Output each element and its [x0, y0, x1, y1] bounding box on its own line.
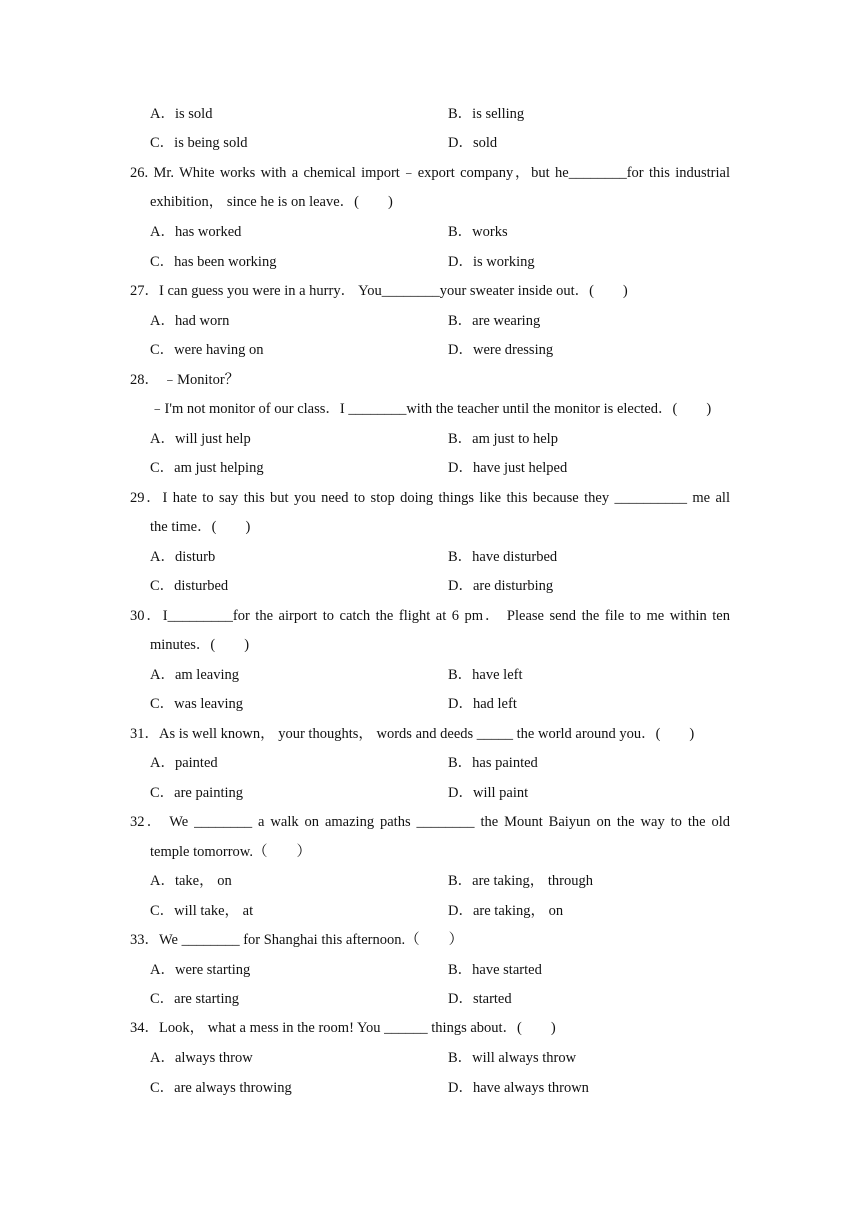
option-a: A．painted	[150, 755, 218, 771]
question-stem-continued: temple tomorrow.（ ）	[150, 844, 311, 860]
option-b: B．have left	[448, 667, 523, 683]
question-stem: 34．Look， what a mess in the room! You ______ things about．( )	[130, 1020, 556, 1036]
option-d: D．are taking， on	[448, 903, 564, 919]
option-d: D．are disturbing	[448, 578, 554, 594]
option-d: D．will paint	[448, 785, 529, 801]
option-b: B．will always throw	[448, 1050, 577, 1066]
option-a: A．is sold	[150, 106, 213, 122]
question-stem: 33．We ________ for Shanghai this afternoon.（ ）	[130, 932, 464, 948]
option-a: A．take， on	[150, 873, 232, 889]
option-d: D．started	[448, 991, 512, 1007]
option-b: B．works	[448, 224, 508, 240]
option-a: A．has worked	[150, 224, 242, 240]
option-d: D．sold	[448, 135, 498, 151]
question-stem: 29．I hate to say this but you need to stop doing things like this because they __________ me all	[130, 490, 730, 506]
option-d: D．have always thrown	[448, 1080, 589, 1096]
option-b: B．am just to help	[448, 431, 558, 447]
question-stem: 32． We ________ a walk on amazing paths ________ the Mount Baiyun on the way to the old	[130, 814, 730, 830]
question-stem: 26. Mr. White works with a chemical import﹣export company，but he________for this industrial	[130, 165, 730, 181]
option-b: B．have started	[448, 962, 542, 978]
option-a: A．will just help	[150, 431, 251, 447]
option-b: B．are taking， through	[448, 873, 593, 889]
option-a: A．always throw	[150, 1050, 253, 1066]
option-a: A．disturb	[150, 549, 216, 565]
option-c: C．disturbed	[150, 578, 229, 594]
option-d: D．have just helped	[448, 460, 568, 476]
question-stem: 27．I can guess you were in a hurry． You________your sweater inside out．( )	[130, 283, 628, 299]
option-c: C．is being sold	[150, 135, 248, 151]
option-b: B．has painted	[448, 755, 538, 771]
option-a: A．were starting	[150, 962, 251, 978]
question-stem: 28． ﹣Monitor？	[130, 372, 240, 388]
option-a: A．had worn	[150, 313, 230, 329]
option-c: C．were having on	[150, 342, 264, 358]
option-c: C．are always throwing	[150, 1080, 292, 1096]
question-stem-continued: exhibition， since he is on leave．( )	[150, 194, 393, 210]
option-b: B．are wearing	[448, 313, 541, 329]
question-stem: 30．I_________for the airport to catch the flight at 6 pm． Please send the file to me within ten	[130, 608, 730, 624]
option-c: C．has been working	[150, 254, 277, 270]
question-stem-continued: the time．( )	[150, 519, 251, 535]
option-d: D．had left	[448, 696, 517, 712]
question-stem: 31．As is well known， your thoughts， words and deeds _____ the world around you．( )	[130, 726, 695, 742]
option-c: C．was leaving	[150, 696, 244, 712]
option-c: C．are starting	[150, 991, 239, 1007]
question-stem-continued: minutes．( )	[150, 637, 250, 653]
option-a: A．am leaving	[150, 667, 239, 683]
option-d: D．is working	[448, 254, 535, 270]
option-c: C．will take， at	[150, 903, 254, 919]
question-stem-continued: ﹣I'm not monitor of our class．I ________with the teacher until the monitor is elected．( )	[150, 401, 712, 417]
option-c: C．am just helping	[150, 460, 264, 476]
option-b: B．have disturbed	[448, 549, 558, 565]
option-c: C．are painting	[150, 785, 244, 801]
option-d: D．were dressing	[448, 342, 554, 358]
option-b: B．is selling	[448, 106, 525, 122]
